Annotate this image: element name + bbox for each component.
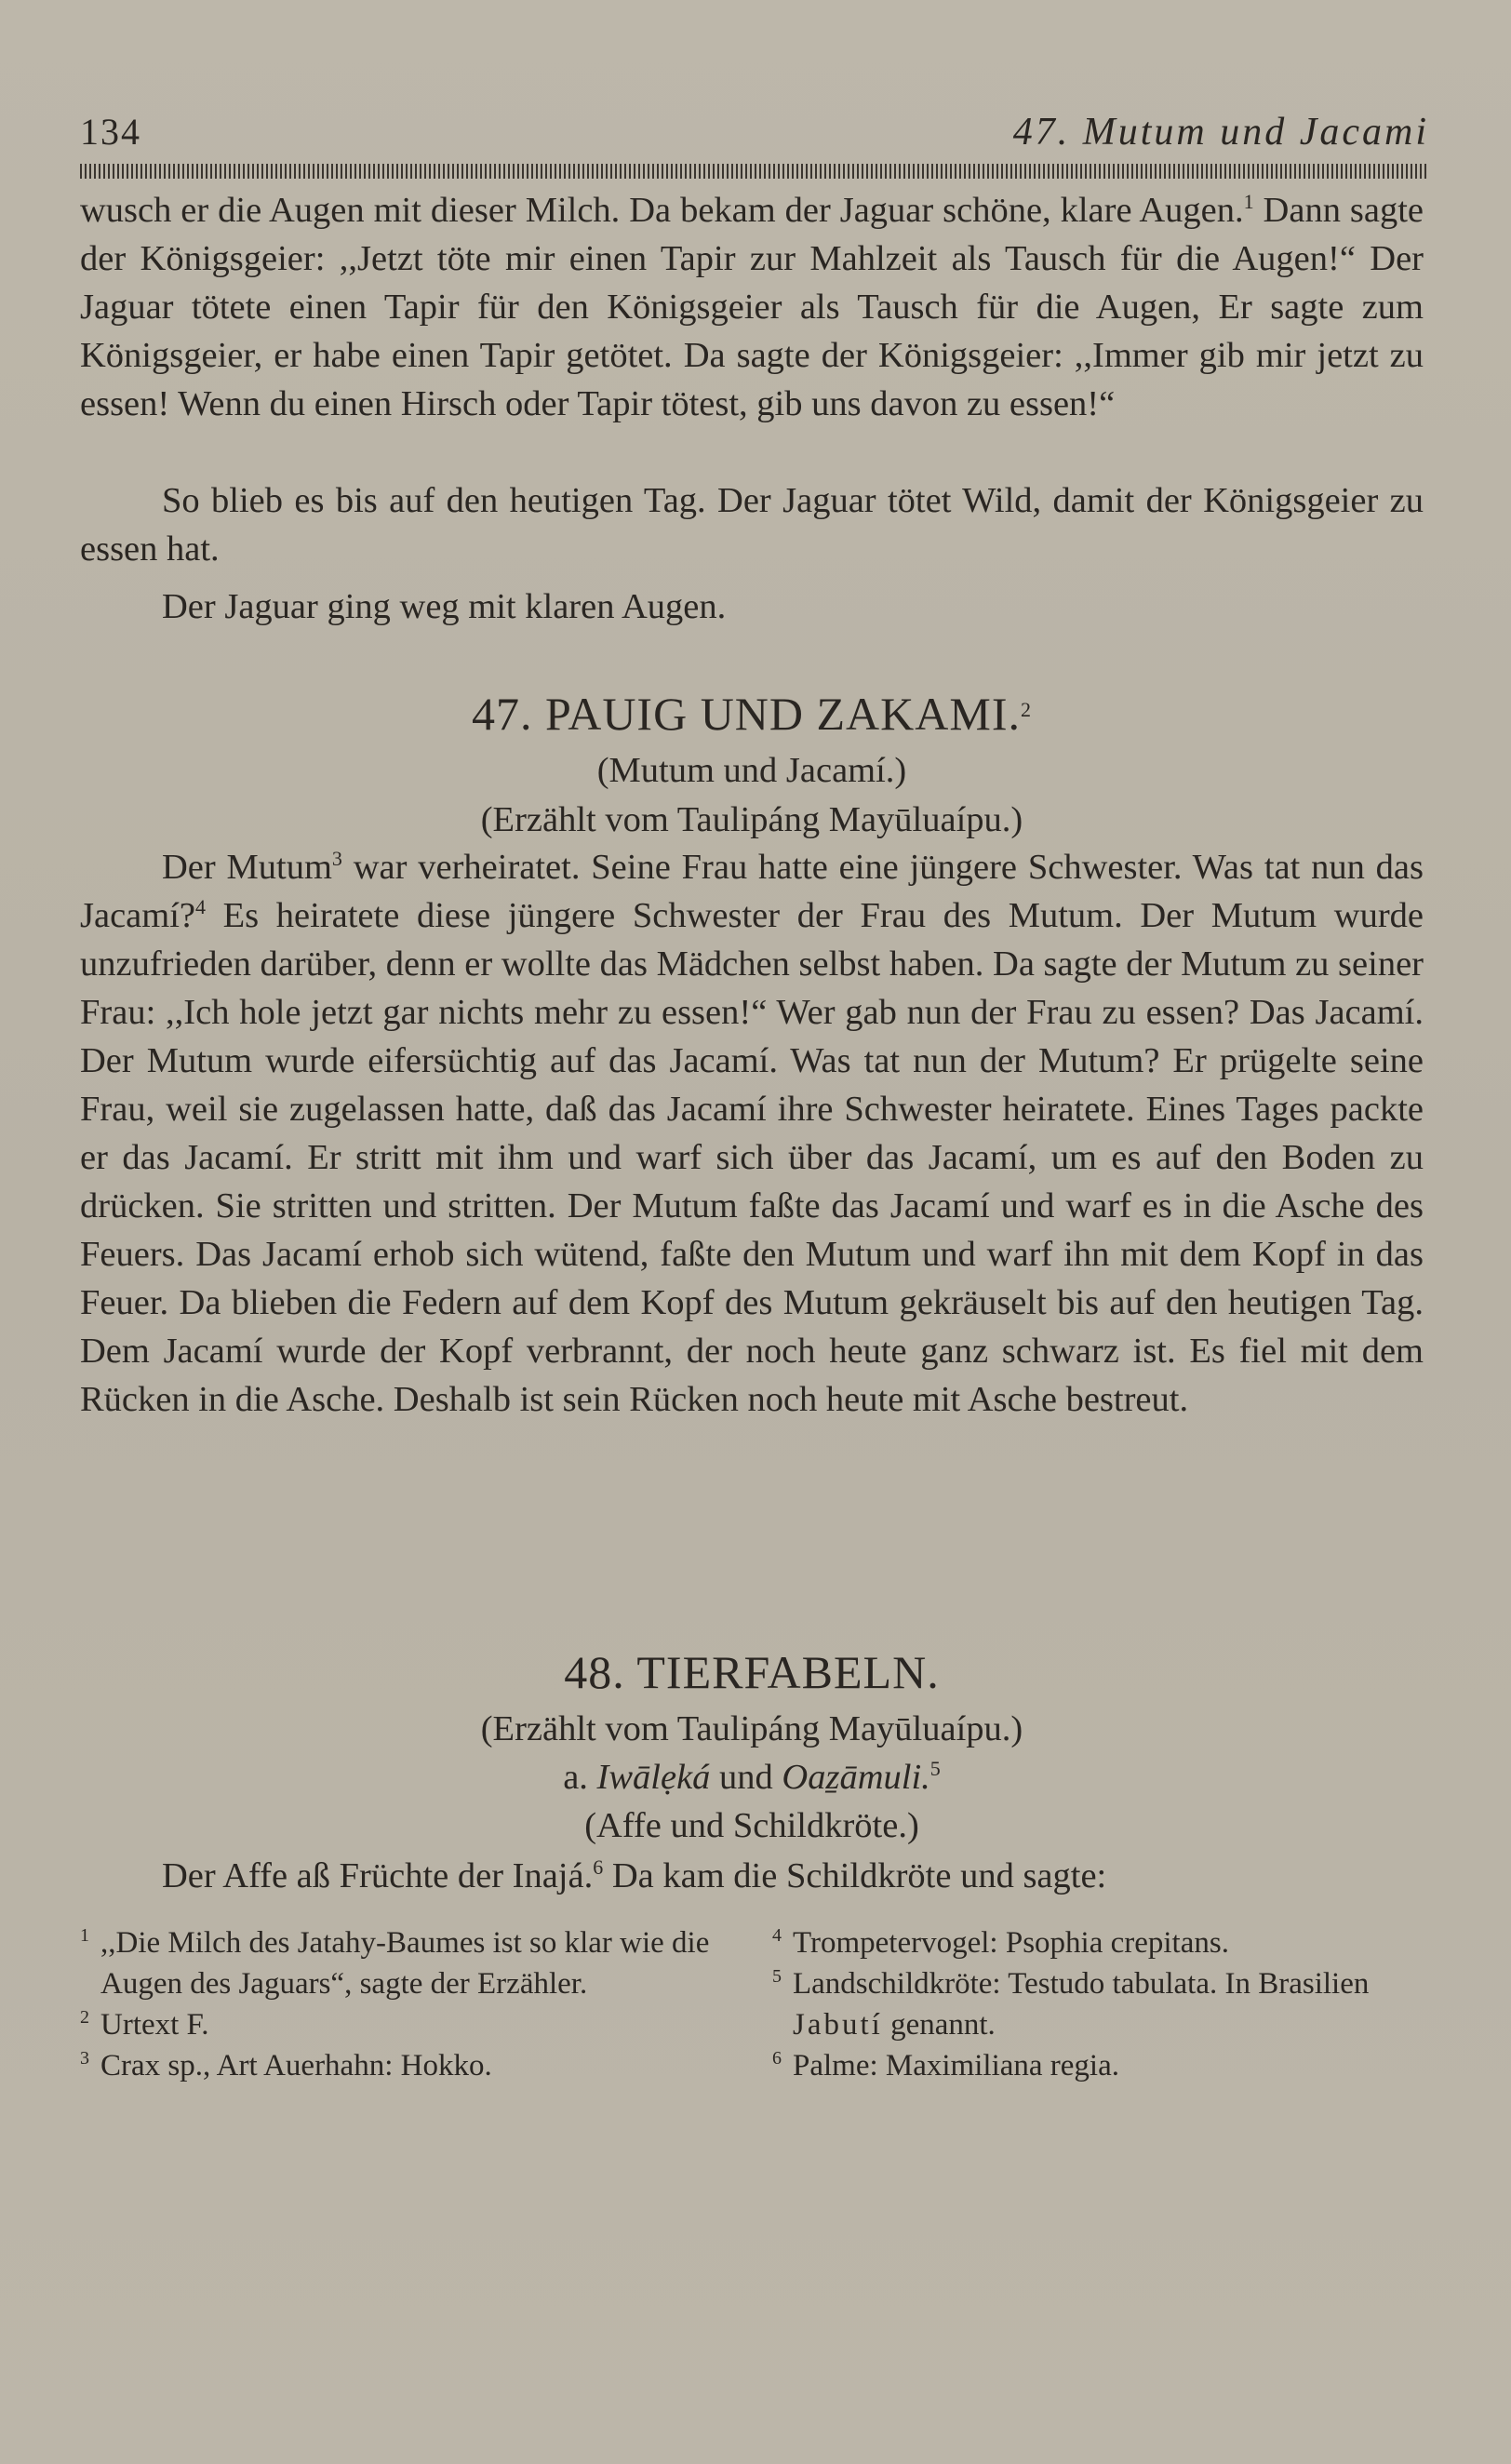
fable-name: Iwālẹká	[596, 1758, 711, 1797]
running-head: 47. Mutum und Jacami	[1012, 111, 1429, 154]
story-title: 48. TIERFABELN.	[564, 1646, 940, 1698]
story-narrator: (Erzählt vom Taulipáng Mayūluaípu.)	[480, 800, 1023, 839]
footnote-ref: 6	[593, 1855, 604, 1879]
footnote-text: Crax sp., Art Auerhahn: Hokko.	[100, 2049, 492, 2082]
paragraph-text: Da kam die Schildkröte und sagte:	[603, 1856, 1107, 1895]
paragraph-text: Der Jaguar ging weg mit klaren Augen.	[162, 587, 727, 626]
previous-story-paragraph	[80, 476, 1424, 573]
paragraph-text: Es heiratete diese jüngere Schwester der Frau des Mutum. Der Mutum wurde unzufrieden darüber, denn er wollte das Mädchen selbst haben. Da sagte der Mutum zu seiner Frau: ,,Ich hole jetzt gar nichts mehr zu essen!“ Wer gab nun der Frau zu essen? Das Jacamí. Der Mutum wurde eifersüchtig auf das Jacamí. Was tat nun der Mutum? Er prügelte seine Frau, weil sie zugelassen hatte, daß das Jacamí ihre Schwester heiratete. Eines Tages packte er das Jacamí. Er stritt mit ihm und warf sich über das Jacamí, um es auf den Boden zu drücken. Sie stritten und stritten. Der Mutum faßte das Jacamí und warf es in die Asche des Feuers. Das Jacamí erhob sich wütend, faßte den Mutum und warf ihn mit dem Kopf in das Feuer. Da blieben die Federn auf dem Kopf des Mutum gekräuselt bis auf den heutigen Tag. Dem Jacamí wurde der Kopf verbrannt, der noch heute ganz schwarz ist. Es fiel mit dem Rücken in die Asche. Deshalb ist sein Rücken noch heute mit Asche bestreut.	[80, 896, 1424, 1419]
footnote-ref: 1	[1243, 190, 1254, 213]
paragraph-text: Der Affe aß Früchte der Inajá.	[162, 1856, 594, 1895]
story-subtitle: (Mutum und Jacamí.)	[596, 751, 907, 790]
footnote: 3 Crax sp., Art Auerhahn: Hokko.	[80, 2048, 492, 2082]
footnote-ref: 3	[331, 847, 342, 870]
footnotes-right	[772, 1922, 1414, 2086]
footnote-text: ,,Die Milch des Jatahy-Baumes ist so klar wie die Augen des Jaguars“, sagte der Erzähler.	[100, 1926, 710, 2001]
story-title-text: 47. PAUIG UND ZAKAMI.	[472, 688, 1021, 740]
footnote: 1 ,,Die Milch des Jatahy-Baumes ist so klar wie die Augen des Jaguars“, sagte der Erzähler.	[80, 1925, 710, 2001]
footnote: 6 Palme: Maximiliana regia.	[772, 2048, 1119, 2082]
paragraph-text: Dann sagte der Königsgeier: ,,Jetzt töte mir einen Tapir zur Mahlzeit als Tausch für die Augen!“ Der Jaguar tötete einen Tapir für den Königsgeier als Tausch für die Augen, Er sagte zum Königsgeier, er habe einen Tapir getötet. Da sagte der Königsgeier: ,,Immer gib mir jetzt zu essen! Wenn du einen Hirsch oder Tapir tötest, gib uns davon zu essen!“	[80, 191, 1424, 423]
story-title	[80, 687, 1424, 741]
footnote: 4 Trompetervogel: Psophia crepitans.	[772, 1925, 1229, 1960]
footnote-ref: 2	[1021, 698, 1032, 721]
page-number: 134	[80, 111, 141, 153]
footnote-text: Landschildkröte: Testudo tabulata. In Brasilien	[793, 1967, 1370, 2001]
story-narrator: (Erzählt vom Taulipáng Mayūluaípu.)	[480, 1709, 1023, 1748]
footnote-text: Urtext F.	[100, 2008, 209, 2042]
paragraph-text: So blieb es bis auf den heutigen Tag. Der Jaguar tötet Wild, damit der Königsgeier zu essen hat.	[80, 481, 1424, 569]
footnote-ref: 5	[929, 1757, 941, 1780]
fable-gloss: (Affe und Schildkröte.)	[584, 1806, 919, 1845]
paragraph-text: Der Mutum	[162, 848, 332, 887]
story-paragraph	[80, 1852, 1424, 1900]
paragraph-text: wusch er die Augen mit dieser Milch. Da bekam der Jaguar schöne, klare Augen.	[80, 191, 1244, 230]
footnote: 2 Urtext F.	[80, 2007, 209, 2042]
footnotes-left	[80, 1922, 722, 2086]
footnote-text: genannt.	[882, 2008, 996, 2042]
footnote: 5 Landschildkröte: Testudo tabulata. In Brasilien Jabutí genannt.	[772, 1966, 1370, 2042]
header-rule	[80, 164, 1427, 179]
footnote-ref: 4	[194, 895, 206, 918]
paragraph-text: war verheiratet. Seine Frau hatte eine jüngere Schwester. Was tat nun das Jacamí?	[80, 848, 1424, 935]
footnote-text: Trompetervogel: Psophia crepitans.	[793, 1926, 1229, 1960]
fable-conjunction: und	[719, 1758, 773, 1797]
fable-letter: a.	[563, 1758, 588, 1797]
fable-heading	[80, 1753, 1424, 1801]
previous-story-paragraph	[80, 583, 1424, 631]
footnote-spaced-term: Jabutí	[793, 2008, 883, 2042]
fable-name: Oaẕāmuli.	[782, 1758, 930, 1797]
page-header	[80, 110, 1429, 156]
story-paragraph	[80, 843, 1424, 1424]
footnote-text: Palme: Maximiliana regia.	[793, 2049, 1119, 2082]
previous-story-paragraph	[80, 186, 1424, 428]
